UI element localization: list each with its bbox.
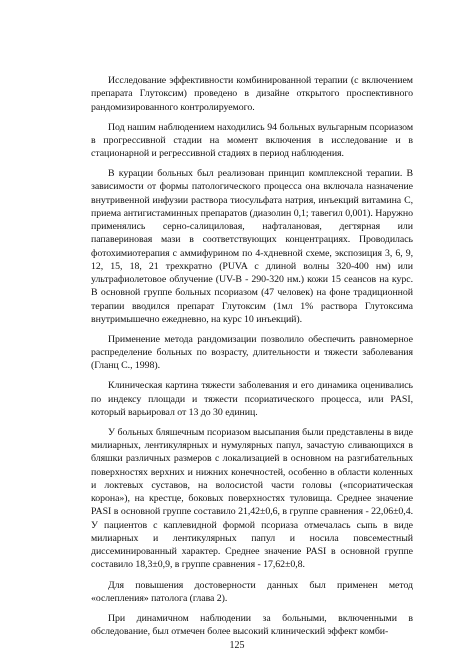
page-number: 125 <box>229 640 245 651</box>
paragraph: Применение метода рандомизации позволило обеспечить равномерное распределение больных по возрасту, длительности и тяжести заболевания (Гланц С., 1998). <box>91 333 413 372</box>
paragraph: Под нашим наблюдением находились 94 больных вульгарным псориазом в прогрессивной стадии на момент включения в исследование и в стационарной и регрессивной стадиях в период наблюдения. <box>91 121 413 160</box>
paragraph: Для повышения достоверности данных был применен метод «ослепления» патолога (глава 2). <box>91 579 413 604</box>
body-text <box>91 74 413 645</box>
paragraph: Исследование эффективности комбинированной терапии (с включением препарата Глутоксим) проведено в дизайне открытого проспективного рандомизированного контролируемого. <box>91 75 413 113</box>
paragraph: У больных бляшечным псориазом высыпания были представлены в виде милиарных, лентикулярных и нумулярных папул, зачастую сливающихся в бляшки различных размеров с локализацией в основном на разгибательных поверхностях верхних и нижних конечностей, особенно в области коленных и локтевых суставов, на волосистой части головы («псориатическая корона»), на крестце, боковых поверхностях туловища. Среднее значение PASI в основной группе составило 21,42±0,6, в группе сравнения - 22,06±0,4. У пациентов с каплевидной формой псориаза отмечалась сыпь в виде милиарных и лентикулярных папул и носила повсеместный диссеминированный характер. Среднее значение PASI в основной группе составило 18,3±0,9, в группе сравнения - 17,62±0,8. <box>91 426 413 571</box>
paragraph: При динамичном наблюдении за больными, включенными в обследование, был отмечен более высокий клинический эффект комби- <box>91 612 413 638</box>
paragraph: В курации больных был реализован принцип комплексной терапии. В зависимости от формы патологического процесса она включала назначение внутривенной инфузии раствора тиосульфата натрия, инъекций витамина С, приема антигистаминных препаратов (диазолин 0,1; тавегил 0,001). Наружно применялись серно-салициловая, нафталановая, дегтярная или папавериновая мази в соответствующих концентрациях. Проводилась фотохимиотерапия с аммифурином по 4-хдневной схеме, экспозиция 3, 6, 9, 12, 15, 18, 21 трехкратно (PUVA с длиной волны 320-400 нм) или ультрафиолетовое облучение (UV-B - 290-320 нм.) кожи 15 сеансов на курс. В основной группе больных псориазом (47 человек) на фоне традиционной терапии вводился препарат Глутоксим (1мл 1% раствора Глутоксима внутримышечно ежедневно, на курс 10 инъекций). <box>91 168 413 325</box>
paragraph: Клиническая картина тяжести заболевания и его динамика оценивались по индексу площади и тяжести псориатического процесса, или PASI, который варьировал от 13 до 30 единиц. <box>91 380 413 418</box>
